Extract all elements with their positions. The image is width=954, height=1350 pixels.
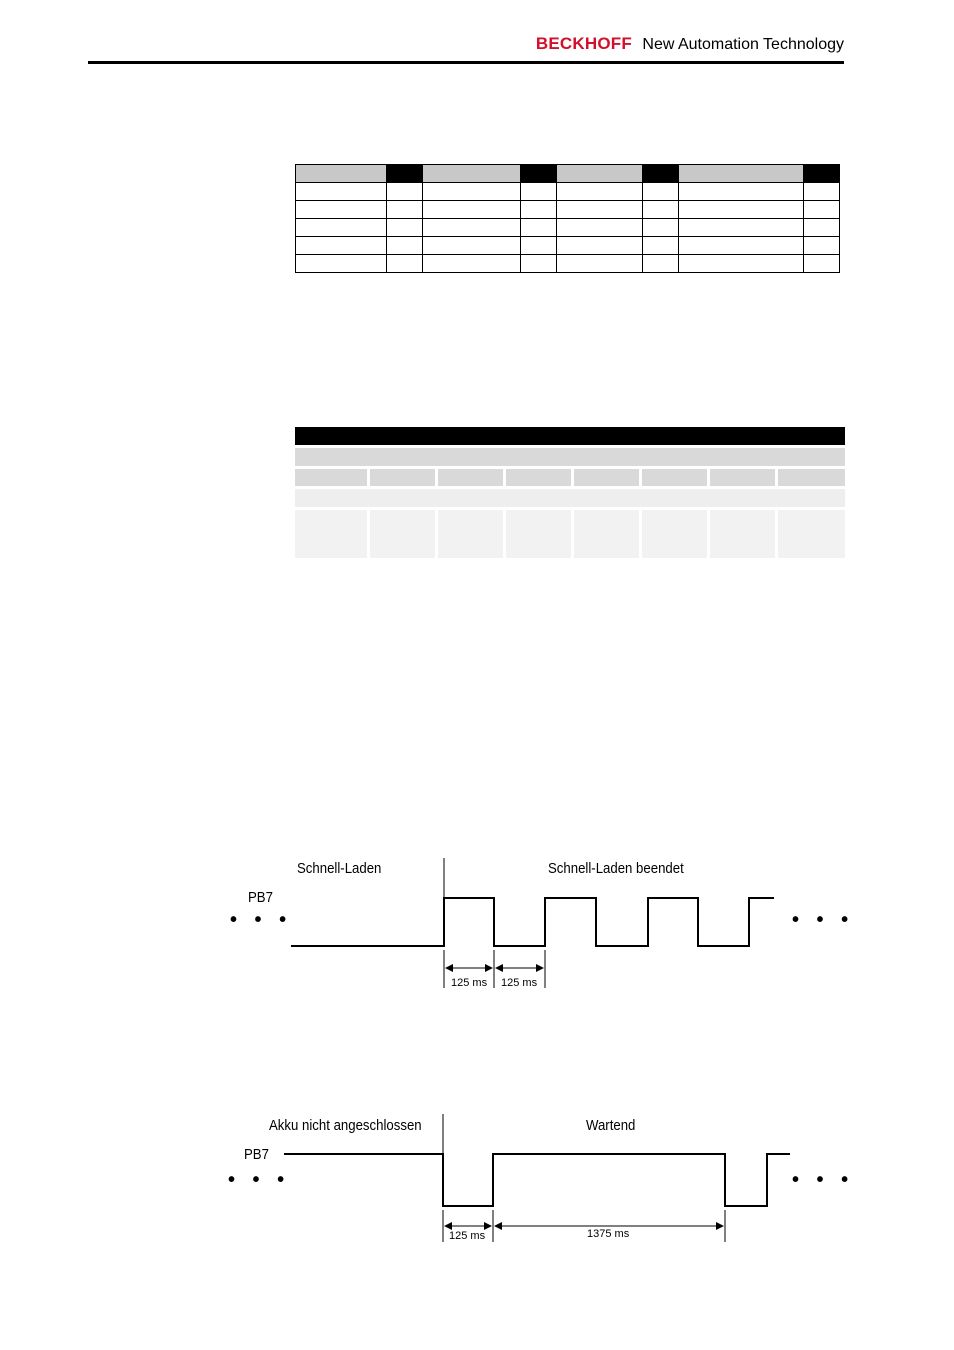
table-cell [295,469,367,486]
ellipsis-right: • • • [792,1169,855,1191]
interval-label: 1375 ms [587,1228,630,1240]
table-cell [642,510,707,558]
register-table-subheader [295,489,845,507]
timing-diagram-fast-charge [0,850,954,1000]
table-row [296,255,840,273]
table-header-row [296,165,840,183]
pin-table [295,164,840,273]
register-table-subheader [295,448,845,466]
table-cell [710,510,775,558]
register-table-title-bar [295,427,845,445]
signal-label: PB7 [248,889,273,906]
brand [536,34,844,54]
table-cell [574,510,639,558]
table-cell [710,469,775,486]
pb7-signal [291,898,774,946]
interval-label: 125 ms [449,1230,486,1242]
ellipsis-left: • • • [228,1169,291,1191]
brand-slogan: New Automation Technology [642,36,844,53]
interval-label: 125 ms [451,977,488,989]
table-header-cell [387,165,423,183]
timing-diagram-no-battery [0,1110,954,1260]
table-cell [295,510,367,558]
state-label-left: Akku nicht angeschlossen [269,1117,422,1134]
pb7-signal [284,1154,790,1206]
table-cell [370,469,435,486]
table-row [296,219,840,237]
table-row [296,237,840,255]
table-header-cell [521,165,557,183]
ellipsis-left: • • • [230,909,293,931]
table-header-cell [557,165,643,183]
table-cell [370,510,435,558]
table-cell [506,510,571,558]
header-rule [88,61,844,64]
table-cell [778,469,845,486]
table-cell [438,510,503,558]
state-label-left: Schnell-Laden [297,860,382,877]
page-header [88,30,844,64]
table-row [296,201,840,219]
state-label-right: Wartend [586,1117,636,1134]
register-bit-header-row [295,469,845,486]
signal-label: PB7 [244,1146,269,1163]
table-cell [574,469,639,486]
table-header-cell [423,165,521,183]
table-header-cell [804,165,840,183]
table-cell [438,469,503,486]
table-header-cell [643,165,679,183]
table-header-cell [679,165,804,183]
table-cell [506,469,571,486]
table-row [296,183,840,201]
interval-label: 125 ms [501,977,538,989]
register-value-row [295,510,845,558]
register-table [295,427,845,558]
table-cell [642,469,707,486]
state-label-right: Schnell-Laden beendet [548,860,684,877]
ellipsis-right: • • • [792,909,855,931]
table-header-cell [296,165,387,183]
brand-logo: BECKHOFF [535,34,632,53]
table-cell [778,510,845,558]
